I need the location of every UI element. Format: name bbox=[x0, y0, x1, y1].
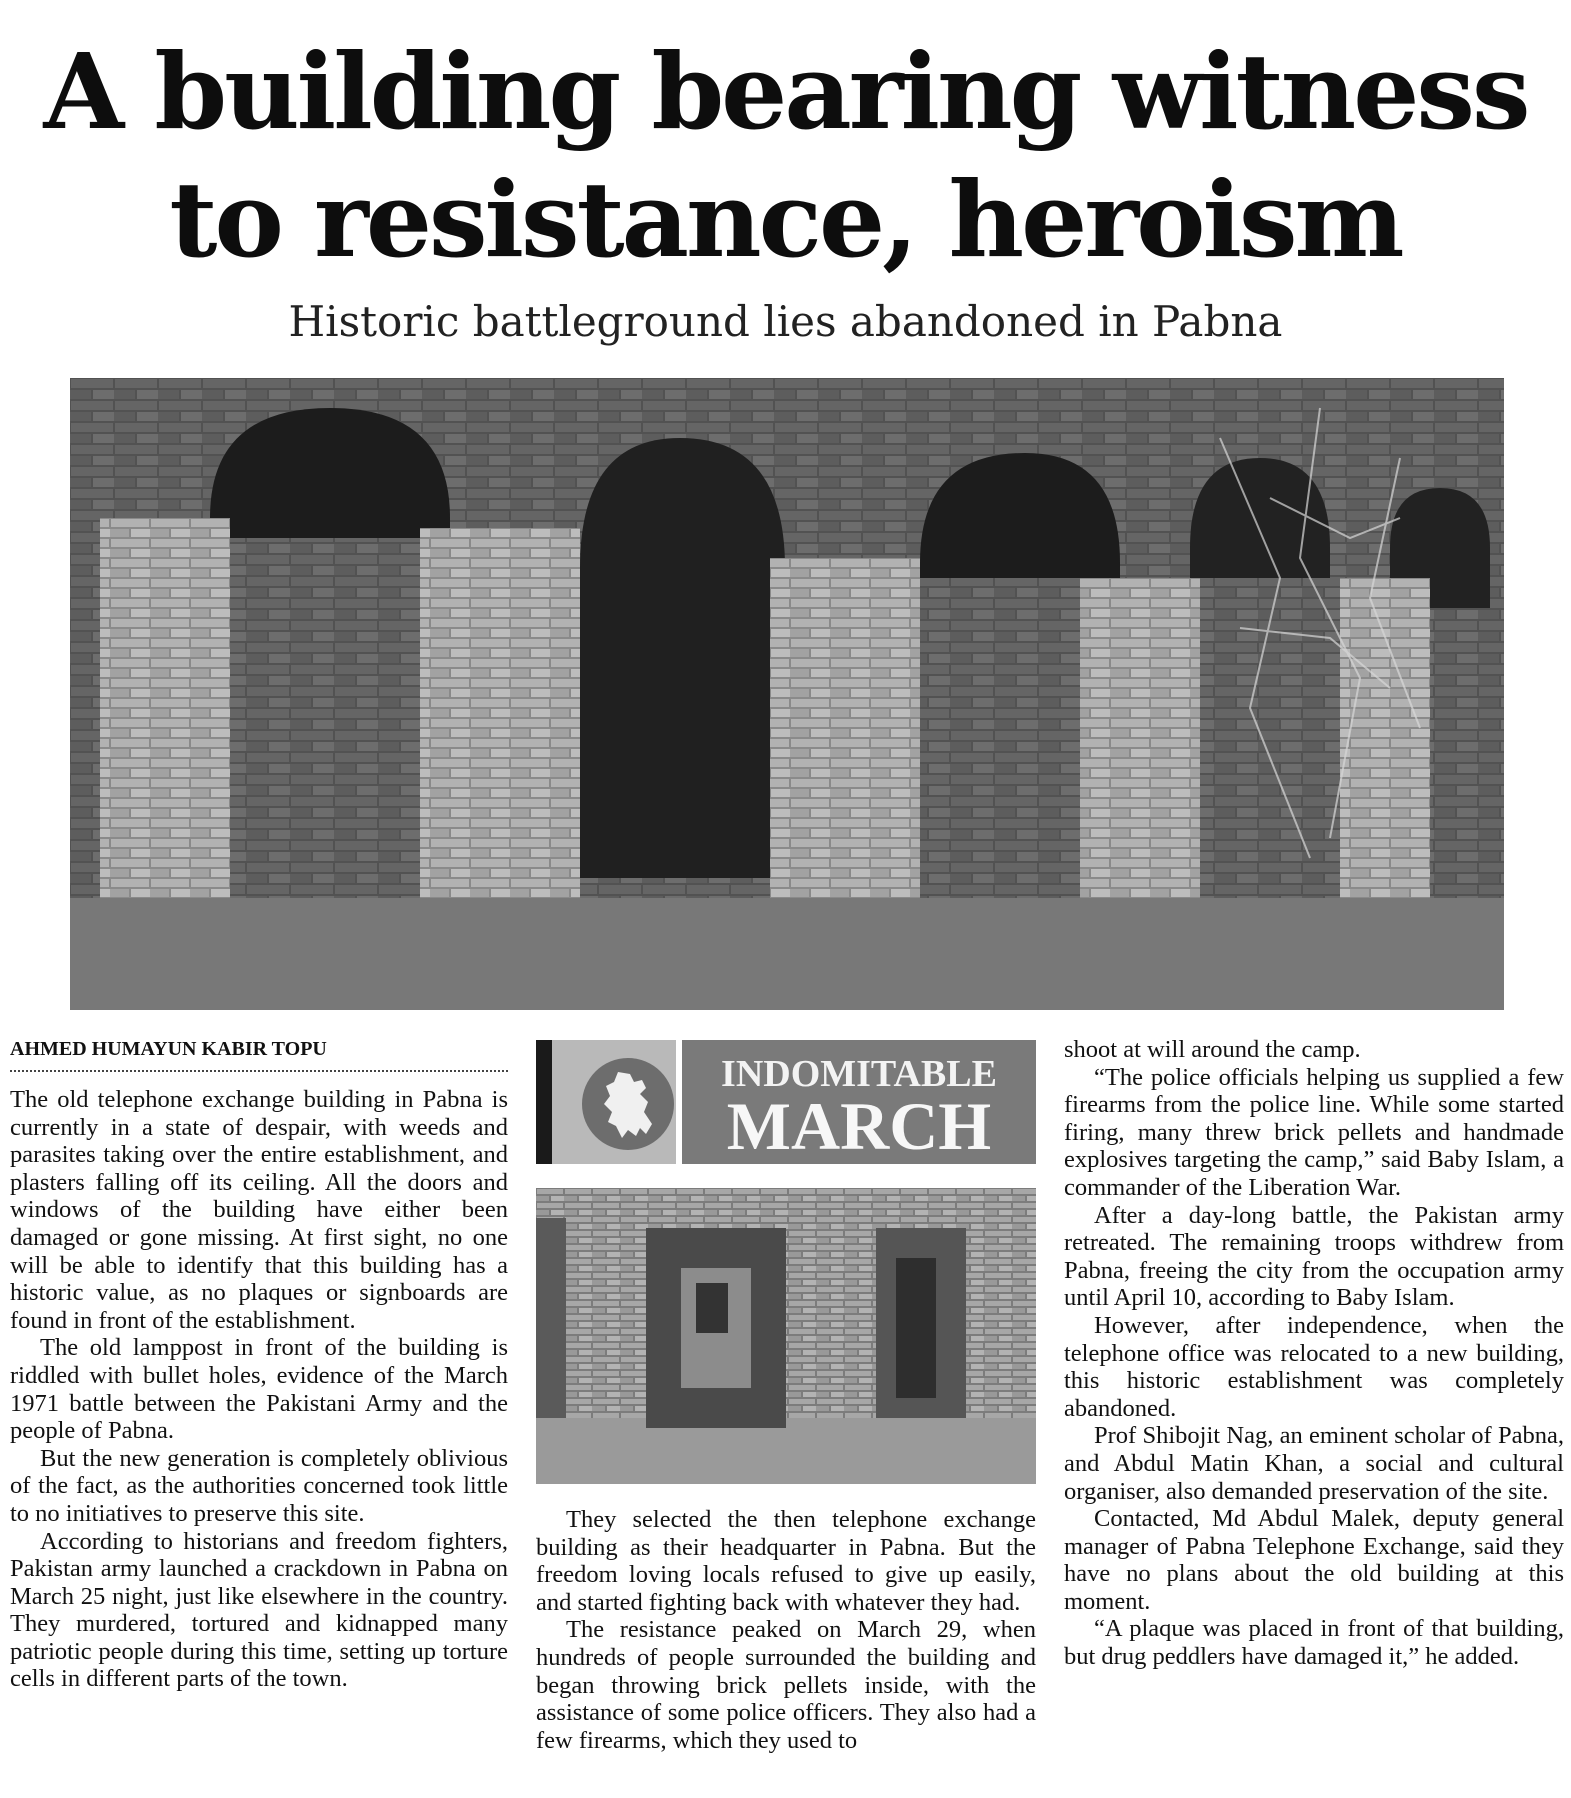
paragraph: After a day-long battle, the Pakistan army retreated. The remaining troops withdrew from Pabna, freeing the city from the occupation army until April 10, according to Baby Islam. bbox=[1064, 1201, 1564, 1312]
paragraph: Prof Shibojit Nag, an eminent scholar of Pabna, and Abdul Matin Khan, a social and cultural organiser, also demanded preservation of the site. bbox=[1064, 1422, 1564, 1505]
paragraph: The resistance peaked on March 29, when hundreds of people surrounded the building and began throwing brick pellets inside, with the assistance of some police officers. They also had a few firearms, which they used to bbox=[536, 1616, 1036, 1754]
paragraph: They selected the then telephone exchange building as their headquarter in Pabna. But the freedom loving locals refused to give up easily, and started fighting back with whatever they had. bbox=[536, 1506, 1036, 1616]
paragraph: According to historians and freedom fighters, Pakistan army launched a crackdown in Pabna on March 25 night, just like elsewhere in the country. They murdered, tortured and kidnapped many patriotic people during this time, setting up torture cells in different parts of the town. bbox=[10, 1527, 508, 1693]
paragraph: shoot at will around the camp. bbox=[1064, 1036, 1361, 1063]
headline-line-2: to resistance, heroism bbox=[169, 158, 1402, 281]
paragraph: Contacted, Md Abdul Malek, deputy general manager of Pabna Telephone Exchange, said they have no plans about the old building at this moment. bbox=[1064, 1505, 1564, 1615]
banner-accent-bar bbox=[536, 1040, 552, 1164]
banner-line-1: INDOMITABLE bbox=[721, 1053, 997, 1095]
inner-photo-building-interior bbox=[536, 1188, 1036, 1484]
article-column-2 bbox=[536, 1506, 1036, 1754]
byline: AHMED HUMAYUN KABIR TOPU bbox=[10, 1036, 508, 1072]
paragraph: The old lamppost in front of the building is riddled with bullet holes, evidence of the March 1971 battle between the Pakistani Army and the people of Pabna. bbox=[10, 1334, 508, 1445]
article-column-3 bbox=[1064, 1036, 1564, 1671]
paragraph: “A plaque was placed in front of that building, but drug peddlers have damaged it,” he added. bbox=[1064, 1615, 1564, 1671]
headline bbox=[0, 28, 1571, 284]
paragraph: But the new generation is completely oblivious of the fact, as the authorities concerned took little to no initiatives to preserve this site. bbox=[10, 1444, 508, 1527]
paragraph: However, after independence, when the telephone office was relocated to a new building, this historic establishment was completely abandoned. bbox=[1064, 1311, 1564, 1422]
main-photo-old-building-arches bbox=[70, 378, 1504, 1010]
paragraph: “The police officials helping us supplied a few firearms from the police line. While some started firing, many threw brick pellets and handmade explosives targeting the camp,” said Baby Islam, a commander of the Liberation War. bbox=[1064, 1063, 1564, 1201]
subheadline: Historic battleground lies abandoned in Pabna bbox=[288, 297, 1283, 346]
banner-logo-panel bbox=[552, 1040, 676, 1164]
bangladesh-map-icon bbox=[582, 1058, 674, 1150]
paragraph: The old telephone exchange building in Pabna is currently in a state of despair, with weeds and parasites taking over the entire establishment, and plasters falling off its ceiling. All the doors and windows of the building have either been damaged or gone missing. At first sight, no one will be able to identify that this building has a historic value, as no plaques or signboards are found in front of the establishment. bbox=[10, 1086, 508, 1334]
headline-line-1: A building bearing witness bbox=[43, 30, 1528, 153]
banner-line-2: MARCH bbox=[726, 1088, 992, 1164]
article-column-1 bbox=[10, 1086, 508, 1693]
indomitable-march-banner bbox=[536, 1040, 1036, 1164]
